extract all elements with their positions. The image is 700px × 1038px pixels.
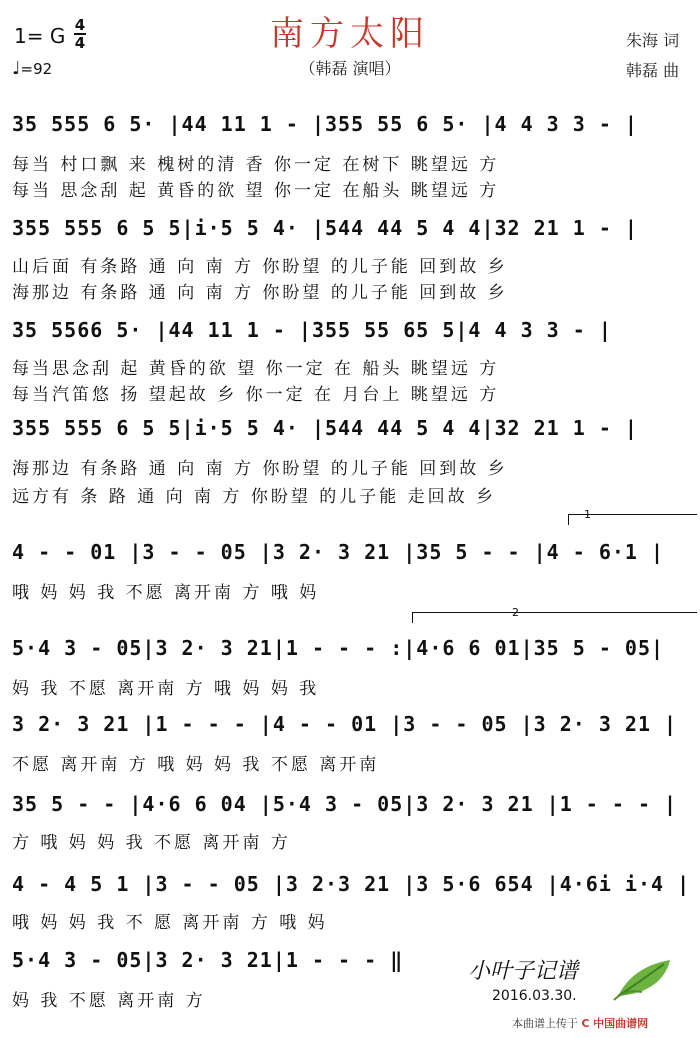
notes-line-8: 35 5 - - |4·6 6 04 |5·4 3 - 05|3 2· 3 21 |1 - - - | [12,792,678,816]
tempo-marking [12,58,52,79]
lyrics-line-5: 哦 妈 妈 我 不愿 离开南 方 哦 妈 [12,583,320,603]
score-subtitle: （韩磊 演唱） [299,59,401,78]
site-logo-icon: C [581,1017,590,1030]
lyrics-line-6: 妈 我 不愿 离开南 方 哦 妈 妈 我 [12,679,320,699]
score-title: 南方太阳 [270,14,430,54]
lyrics-line-3a: 每当思念刮 起 黄昏的欲 望 你一定 在 船头 眺望远 方 [12,359,500,379]
notes-line-4: 355 555 6 5 5|i·5 5 4· |544 44 5 4 4|32 21 1 - | [12,416,638,440]
composer-credit: 韩磊 曲 [626,61,680,80]
footer-uploaded-text: 本曲谱上传于 [512,1017,578,1030]
lyrics-line-10: 妈 我 不愿 离开南 方 [12,991,206,1011]
notes-line-1: 35 555 6 5· |44 11 1 - |355 55 6 5· |4 4 3 3 - | [12,112,638,136]
lyrics-line-2b: 海那边 有条路 通 向 南 方 你盼望 的儿子能 回到故 乡 [12,283,508,303]
tempo-value: =92 [20,60,53,78]
notes-line-5: 4 - - 01 |3 - - 05 |3 2· 3 21 |35 5 - - |4 - 6·1 | [12,540,665,564]
lyricist-credit: 朱海 词 [626,31,680,50]
volta-1-label: 1 [584,508,591,521]
footer-source [512,1015,648,1031]
leaf-logo-icon [612,956,674,1002]
lyrics-line-2a: 山后面 有条路 通 向 南 方 你盼望 的儿子能 回到故 乡 [12,257,508,277]
volta-2-bracket [412,612,697,623]
time-signature-bottom: 4 [74,34,86,52]
transcription-date: 2016.03.30. [492,988,577,1004]
lyrics-line-7: 不愿 离开南 方 哦 妈 妈 我 不愿 离开南 [12,755,380,775]
lyrics-line-4a: 海那边 有条路 通 向 南 方 你盼望 的儿子能 回到故 乡 [12,459,508,479]
volta-2-label: 2 [512,606,519,619]
notes-line-10: 5·4 3 - 05|3 2· 3 21|1 - - - ‖ [12,948,404,972]
notes-line-6: 5·4 3 - 05|3 2· 3 21|1 - - - :|4·6 6 01|35 5 - 05| [12,636,665,660]
time-signature [74,18,86,50]
lyrics-line-1b: 每当 思念刮 起 黄昏的欲 望 你一定 在船头 眺望远 方 [12,181,500,201]
lyrics-line-9: 哦 妈 妈 我 不 愿 离开南 方 哦 妈 [12,913,328,933]
footer-site-link[interactable]: 中国曲谱网 [593,1017,649,1030]
lyrics-line-3b: 每当汽笛悠 扬 望起故 乡 你一定 在 月台上 眺望远 方 [12,385,500,405]
notes-line-9: 4 - 4 5 1 |3 - - 05 |3 2·3 21 |3 5·6 654 |4·6i i·4 | [12,872,691,896]
notes-line-7: 3 2· 3 21 |1 - - - |4 - - 01 |3 - - 05 |3 2· 3 21 | [12,712,678,736]
time-signature-top: 4 [74,16,86,34]
notes-line-2: 355 555 6 5 5|i·5 5 4· |544 44 5 4 4|32 21 1 - | [12,216,638,240]
transcriber-signature: 小叶子记谱 [468,959,579,984]
notes-line-3: 35 5566 5· |44 11 1 - |355 55 65 5|4 4 3 3 - | [12,318,612,342]
lyrics-line-8: 方 哦 妈 妈 我 不愿 离开南 方 [12,833,291,853]
key-signature: 1= G [14,24,66,48]
lyrics-line-1a: 每当 村口飘 来 槐树的清 香 你一定 在树下 眺望远 方 [12,155,500,175]
lyrics-line-4b: 远方有 条 路 通 向 南 方 你盼望 的儿子能 走回故 乡 [12,487,497,507]
quarter-note-icon: ♩ [12,58,21,79]
